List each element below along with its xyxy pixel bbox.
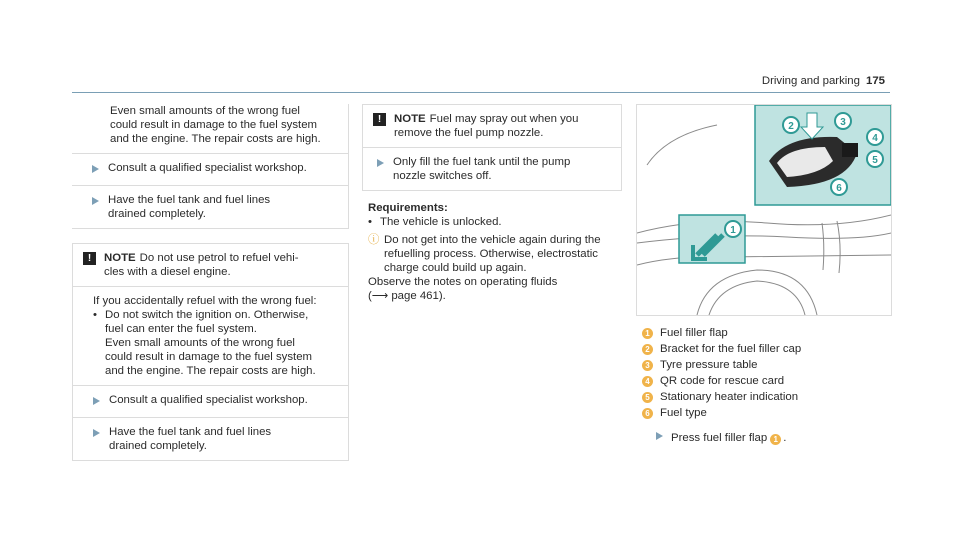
page-number: 175: [865, 75, 885, 87]
arrow-right-icon: ⟶: [371, 290, 389, 302]
step-item: [363, 148, 621, 190]
requirements-block: [362, 201, 622, 303]
info-text: Do not get into the vehicle again during the: [384, 234, 601, 246]
step-arrow-icon: [92, 165, 99, 173]
text-block: [73, 287, 348, 386]
text-line: Observe the notes on operating fluids: [368, 276, 558, 288]
callout-1: 1: [730, 225, 736, 236]
step-text: drained completely.: [109, 440, 207, 452]
text-block: [72, 104, 348, 154]
text-line: and the engine. The repair costs are high.: [110, 133, 321, 145]
bullet-icon: •: [368, 216, 372, 228]
step-text: Consult a qualified specialist workshop.: [108, 162, 307, 174]
section-title: Driving and parking: [761, 75, 860, 87]
text-line: and the engine. The repair costs are high.: [105, 365, 316, 377]
note-block: [73, 244, 348, 287]
page-header: [762, 74, 885, 88]
requirements-title: Requirements:: [368, 202, 448, 214]
step-text: Only fill the fuel tank until the pump: [393, 156, 571, 168]
callout-3: 3: [840, 117, 846, 128]
bullet-text: Do not switch the ignition on. Otherwise,: [105, 309, 309, 321]
step-text: Have the fuel tank and fuel lines: [108, 194, 271, 206]
step-item: [73, 386, 348, 418]
step-item: [72, 154, 348, 186]
callout-6: 6: [836, 183, 842, 194]
header-rule: [72, 92, 890, 93]
text-line: could result in damage to the fuel system: [110, 119, 318, 131]
info-text: refuelling process. Otherwise, electrostatic: [384, 248, 598, 260]
callout-ref-badge: 1: [770, 434, 781, 445]
step-text: nozzle switches off.: [393, 170, 492, 182]
warning-icon: !: [83, 252, 96, 265]
step-arrow-icon: [656, 432, 663, 440]
note-label: NOTE: [394, 113, 426, 125]
legend-item: 5 Stationary heater indication: [642, 389, 801, 405]
step-text: Press fuel filler flap: [671, 432, 768, 444]
legend-item: 6 Fuel type: [642, 405, 801, 421]
legend-item: 1 Fuel filler flap: [642, 325, 801, 341]
fuel-flap-illustration: [637, 105, 891, 315]
step-arrow-icon: [93, 397, 100, 405]
step-item: [72, 186, 348, 228]
note-label: NOTE: [104, 252, 136, 264]
column-left: [72, 104, 349, 461]
step-arrow-icon: [93, 429, 100, 437]
info-icon: ⓘ: [368, 234, 380, 246]
bullet-text: fuel can enter the fuel system.: [105, 323, 257, 335]
legend-item: 2 Bracket for the fuel filler cap: [642, 341, 801, 357]
note-text: cles with a diesel engine.: [104, 266, 231, 278]
text-line: If you accidentally refuel with the wrong fuel:: [93, 295, 317, 307]
step-arrow-icon: [377, 159, 384, 167]
step-text: drained completely.: [108, 208, 206, 220]
legend-item: 4 QR code for rescue card: [642, 373, 801, 389]
info-text: charge could build up again.: [384, 262, 527, 274]
warning-icon: !: [373, 113, 386, 126]
fuel-flap-figure: [636, 104, 892, 316]
note-text: Fuel may spray out when you: [429, 113, 579, 125]
text-line: Even small amounts of the wrong fuel: [105, 337, 295, 349]
final-step: Press fuel filler flap 1 .: [642, 431, 801, 445]
step-item: [73, 418, 348, 460]
note-box: [362, 104, 622, 191]
note-block: [363, 105, 621, 148]
callout-4: 4: [872, 133, 878, 144]
note-text: Do not use petrol to refuel vehi-: [139, 252, 299, 264]
step-arrow-icon: [92, 197, 99, 205]
text-line: Even small amounts of the wrong fuel: [110, 105, 300, 117]
note-box: [72, 243, 349, 461]
step-text: Have the fuel tank and fuel lines: [109, 426, 272, 438]
note-text: remove the fuel pump nozzle.: [394, 127, 544, 139]
column-middle: [362, 104, 622, 303]
figure-legend: [642, 325, 801, 445]
bullet-icon: •: [93, 309, 97, 321]
step-text: Consult a qualified specialist workshop.: [109, 394, 308, 406]
legend-item: 3 Tyre pressure table: [642, 357, 801, 373]
text-line: could result in damage to the fuel system: [105, 351, 313, 363]
callout-5: 5: [872, 155, 878, 166]
bullet-text: The vehicle is unlocked.: [380, 216, 502, 228]
callout-2: 2: [788, 121, 794, 132]
warning-box-1: [72, 104, 349, 229]
page-reference[interactable]: (⟶ page 461).: [368, 290, 446, 302]
